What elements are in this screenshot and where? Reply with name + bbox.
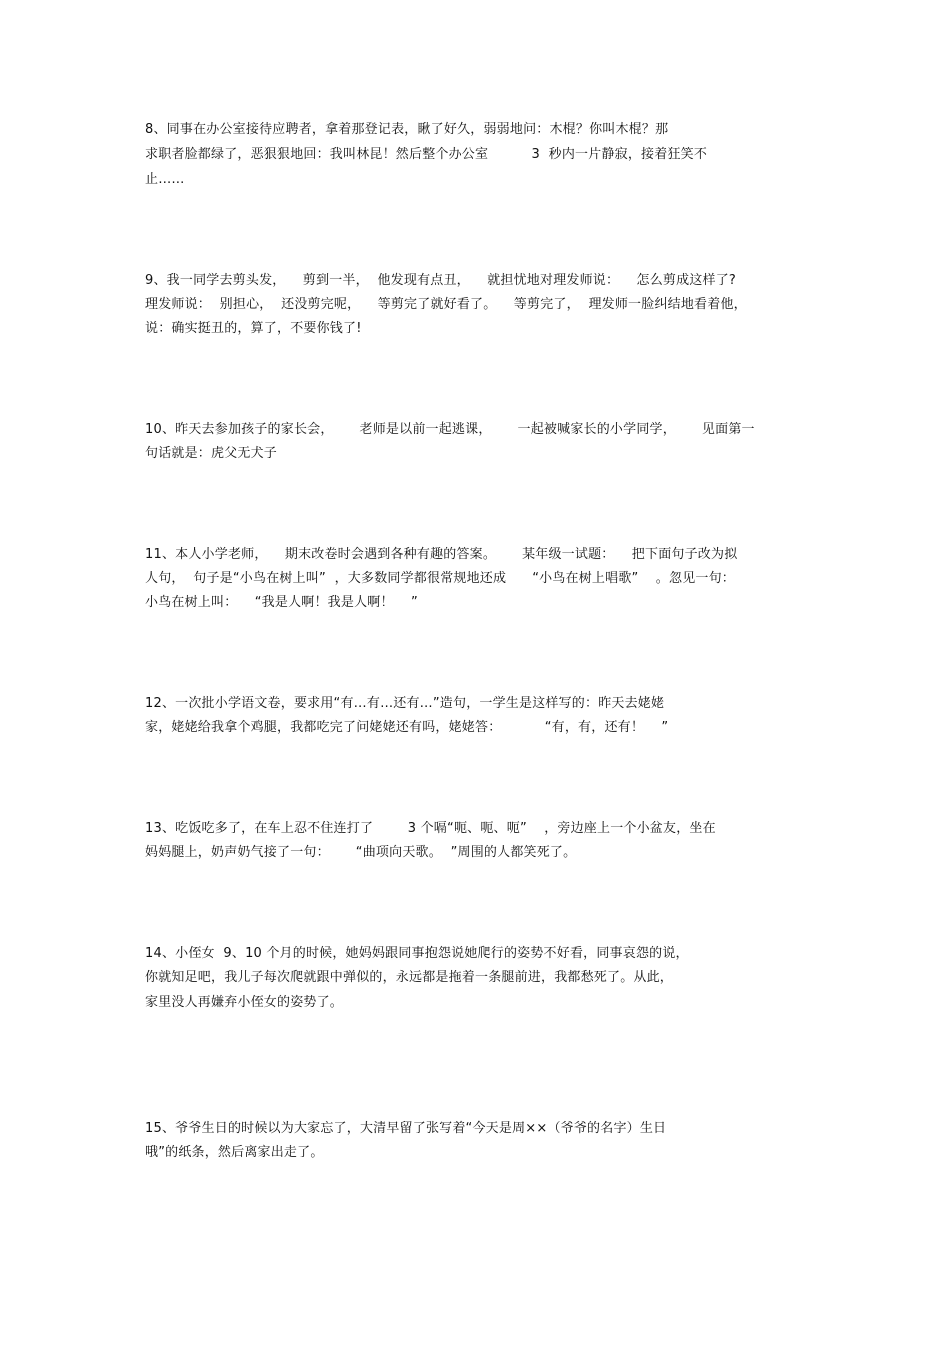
joke-13-line-2: 妈妈腿上，奶声奶气接了一句： “曲项向天歌。 ”周围的人都笑死了。 <box>145 845 577 860</box>
joke-11-line-1: 11、本人小学老师， 期末改卷时会遇到各种有趣的答案。 某年级一试题： 把下面句子改为拟 <box>145 547 738 562</box>
joke-14-line-2: 你就知足吧，我儿子每次爬就跟中弹似的，永远都是拖着一条腿前进，我都愁死了。从此， <box>145 970 674 985</box>
joke-9-line-1: 9、我一同学去剪头发， 剪到一半， 他发现有点丑， 就担忧地对理发师说： 怎么剪成这样了? <box>145 273 737 288</box>
joke-13-line-1: 13、吃饭吃多了，在车上忍不住连打了 3 个嗝“呃、呃、呃” ，旁边座上一个小盆友，坐在 <box>145 821 716 836</box>
joke-11-line-2: 人句， 句子是“小鸟在树上叫” ，大多数同学都很常规地还成 “小鸟在树上唱歌” 。忽见一句： <box>145 571 735 586</box>
joke-15-line-2: 哦”的纸条，然后离家出走了。 <box>145 1145 324 1160</box>
joke-8-line-1: 8、同事在办公室接待应聘者，拿着那登记表，瞅了好久，弱弱地问：木棍？你叫木棍？那 <box>145 122 669 137</box>
joke-10-line-1: 10、昨天去参加孩子的家长会， 老师是以前一起逃课， 一起被喊家长的小学同学， 见面第一 <box>145 422 755 437</box>
joke-8-line-2: 求职者脸都绿了，恶狠狠地回：我叫林昆！然后整个办公室 3 秒内一片静寂，接着狂笑不 <box>145 147 708 162</box>
joke-15-line-1: 15、爷爷生日的时候以为大家忘了，大清早留了张写着“今天是周××（爷爷的名字）生日 <box>145 1121 667 1136</box>
joke-14-line-1: 14、小侄女 9、10 个月的时候，她妈妈跟同事抱怨说她爬行的姿势不好看，同事哀怨的说， <box>145 946 689 961</box>
joke-11-line-3: 小鸟在树上叫： “我是人啊！我是人啊！ ” <box>145 595 418 610</box>
joke-12-line-2: 家，姥姥给我拿个鸡腿，我都吃完了问姥姥还有吗，姥姥答： “有，有，还有！ ” <box>145 720 669 735</box>
joke-10-line-2: 句话就是：虎父无犬子 <box>145 446 278 461</box>
joke-9-line-2: 理发师说： 别担心， 还没剪完呢， 等剪完了就好看了。 等剪完了， 理发师一脸纠结地看着他， <box>145 297 747 312</box>
joke-14-line-3: 家里没人再嫌弃小侄女的姿势了。 <box>145 995 344 1010</box>
joke-8-line-3: 止…… <box>145 172 185 187</box>
joke-12-line-1: 12、一次批小学语文卷，要求用“有…有…还有…”造句，一学生是这样写的：昨天去姥姥 <box>145 696 665 711</box>
joke-9-line-3: 说：确实挺丑的，算了，不要你钱了! <box>145 321 362 336</box>
